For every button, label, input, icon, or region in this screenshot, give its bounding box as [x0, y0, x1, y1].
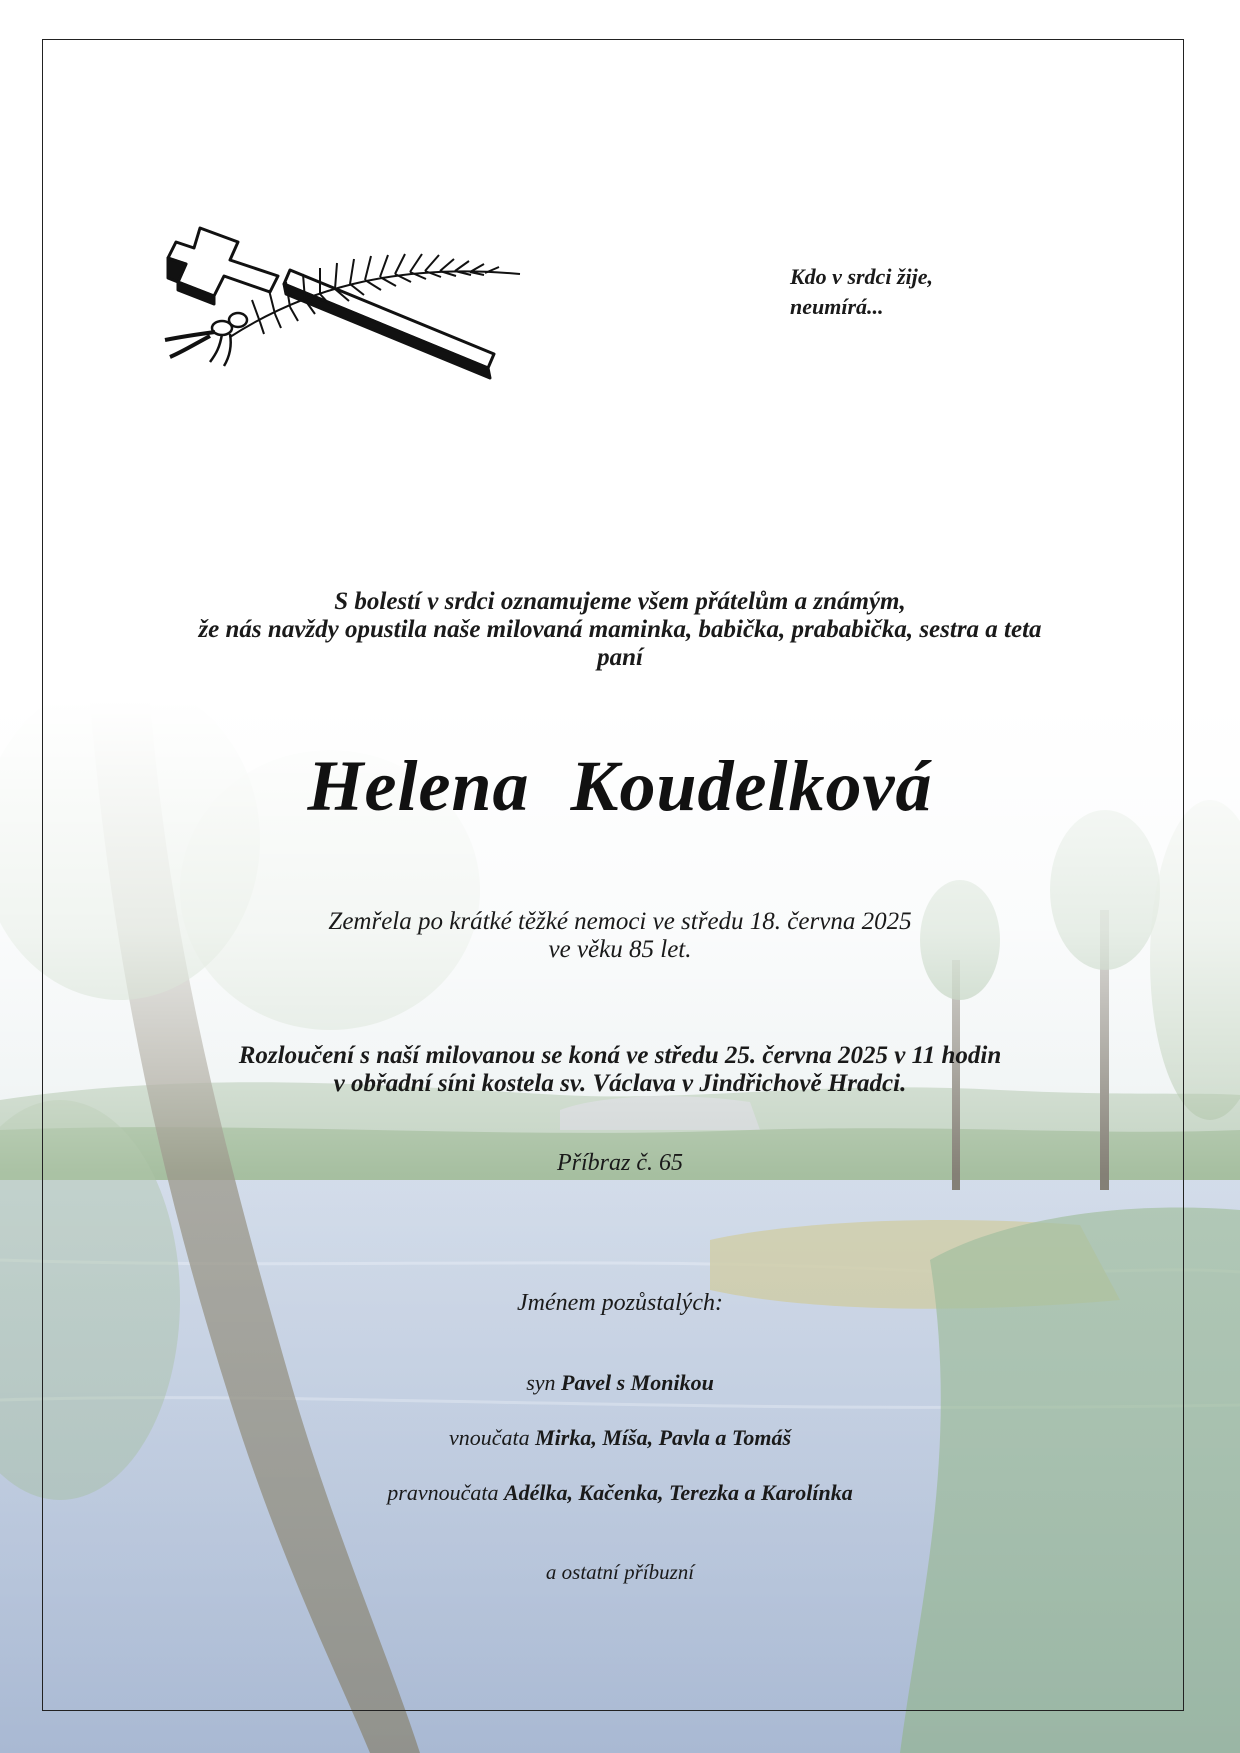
mourner-line [0, 1370, 1240, 1396]
mourner-names: Mirka, Míša, Pavla a Tomáš [535, 1425, 792, 1450]
deceased-name [0, 745, 1240, 828]
mourner-names: Adélka, Kačenka, Terezka a Karolínka [503, 1480, 853, 1505]
deceased-first-name: Helena [307, 746, 530, 826]
mourner-relation: vnoučata [448, 1425, 530, 1450]
ceremony-line-2: v obřadní síni kostela sv. Václava v Jindřichově Hradci. [333, 1070, 907, 1097]
death-line-2: ve věku 85 let. [548, 936, 692, 963]
motto-line-1: Kdo v srdci žije, [790, 264, 933, 289]
death-details [0, 908, 1240, 964]
cross-with-palm-icon [160, 222, 530, 382]
address: Příbraz č. 65 [557, 1150, 683, 1176]
intro-line-1: S bolestí v srdci oznamujeme všem přátelům a známým, [334, 588, 906, 615]
intro-line-2: že nás navždy opustila naše milovaná maminka, babička, prababička, sestra a teta [198, 616, 1042, 643]
intro-line-3: paní [597, 644, 643, 671]
announcement-intro [0, 588, 1240, 672]
on-behalf-heading: Jménem pozůstalých: [517, 1290, 723, 1316]
mourner-relation: syn [526, 1370, 556, 1395]
motto-line-2: neumírá... [790, 294, 884, 319]
mourner-names: Pavel s Monikou [561, 1370, 714, 1395]
deceased-last-name: Koudelková [570, 746, 933, 826]
ceremony-details [0, 1042, 1240, 1098]
mourner-relation: pravnoučata [387, 1480, 499, 1505]
death-line-1: Zemřela po krátké těžké nemoci ve středu 18. června 2025 [328, 908, 912, 935]
ceremony-line-1: Rozloučení s naší milovanou se koná ve středu 25. června 2025 v 11 hodin [238, 1042, 1002, 1069]
mourner-line [0, 1425, 1240, 1451]
mourner-line [0, 1480, 1240, 1506]
motto [790, 262, 933, 322]
closing-line: a ostatní příbuzní [545, 1560, 695, 1584]
